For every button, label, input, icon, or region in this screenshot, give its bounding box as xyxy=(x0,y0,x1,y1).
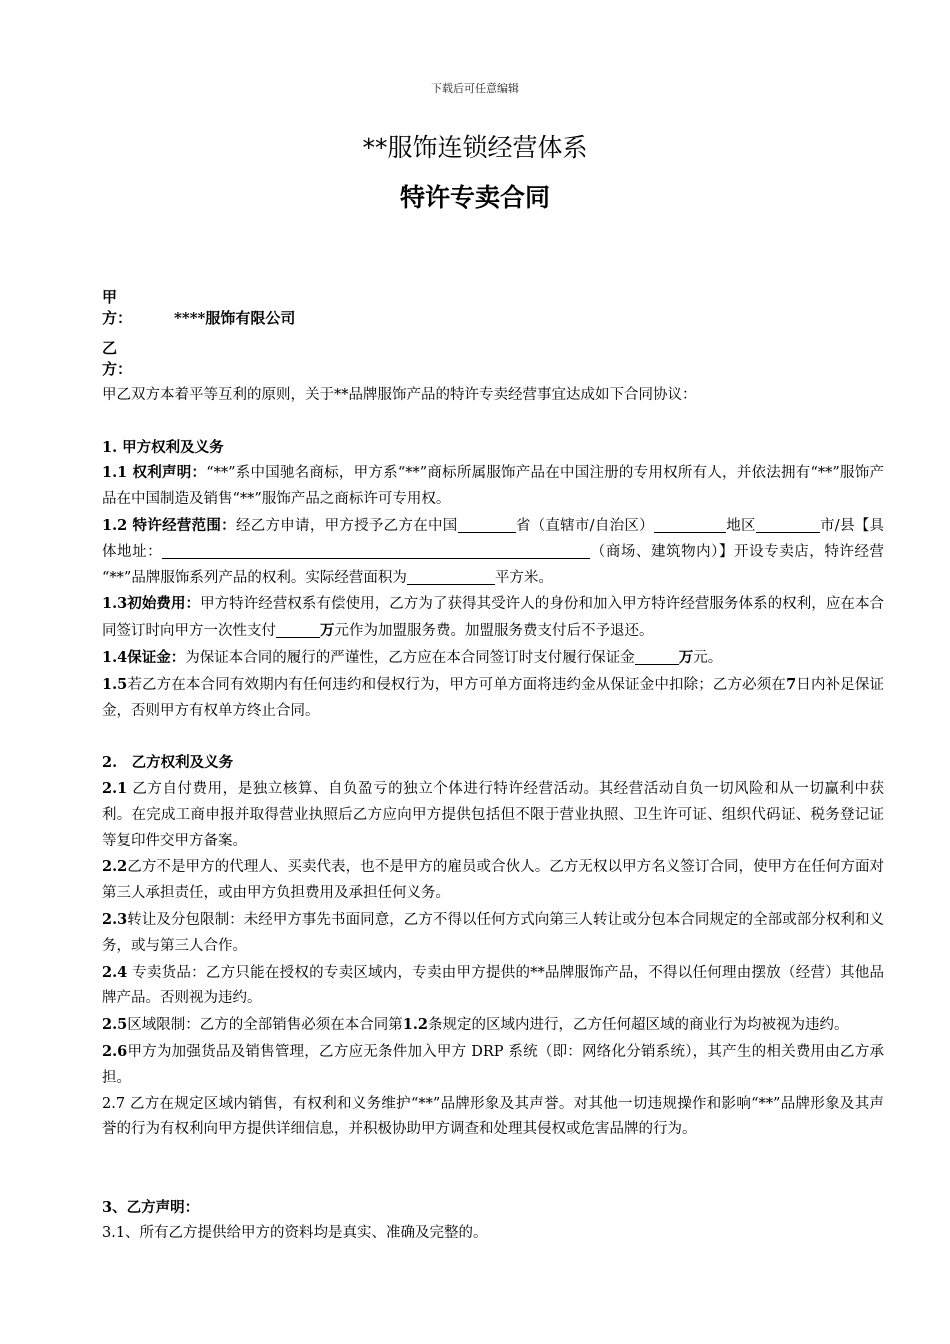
clause-1-3-label: 初始费用： xyxy=(127,595,201,613)
deposit-unit: 万 xyxy=(678,648,694,666)
clause-1-2-part-c: 地区 xyxy=(725,517,756,534)
clause-1-2 xyxy=(102,513,884,591)
clause-1-5-part-b: 日内补足保证金，否则甲方有权单方终止合同。 xyxy=(102,676,884,719)
province-blank xyxy=(458,514,516,533)
party-b-label: 乙 方： xyxy=(102,339,148,378)
clause-1-2-part-a: 经乙方申请，甲方授予乙方在中国 xyxy=(235,517,458,534)
clause-2-3 xyxy=(102,907,884,960)
clause-2-3-number: 2.3 xyxy=(102,910,128,928)
clause-1-3-part-b: 元作为加盟服务费。加盟服务费支付后不予退还。 xyxy=(334,623,654,640)
clause-1-3-part-a: 甲方特许经营权系有偿使用，乙方为了获得其受许人的身份和加入甲方特许经营服务体系的权利，应在本合同签订时向甲方一次性支付 xyxy=(102,596,885,640)
address-blank xyxy=(162,540,590,559)
intro-paragraph: 甲乙双方本着平等互利的原则，关于**品牌服饰产品的特许专卖经营事宜达成如下合同协议： xyxy=(102,387,697,403)
clause-2-6-text: 甲方为加强货品及销售管理，乙方应无条件加入甲方 DRP 系统（即：网络化分销系统），其产生的相关费用由乙方承担。 xyxy=(102,1043,884,1086)
party-a xyxy=(102,286,295,328)
party-a-value: ****服饰有限公司 xyxy=(174,309,296,327)
document-subtitle: 特许专卖合同 xyxy=(399,183,550,212)
service-fee-blank xyxy=(276,619,320,638)
clause-1-2-part-b: 省（直辖市/自治区） xyxy=(515,517,654,534)
clause-2-2-text: 乙方不是甲方的代理人、买卖代表，也不是甲方的雇员或合伙人。乙方无权以甲方名义签订合同，使甲方在任何方面对第三人承担责任，或由甲方负担费用及承担任何义务。 xyxy=(102,859,884,902)
section-3-heading: 3、乙方声明： xyxy=(102,1198,200,1216)
clause-1-3 xyxy=(102,591,884,645)
area-blank xyxy=(407,566,495,585)
clause-2-7: 2.7 乙方在规定区域内销售，有权利和义务维护“**”品牌形象及其声誉。对其他一切违规操作和影响“**”品牌形象及其声誉的行为有权利向甲方提供详细信息，并积极协助甲方调查和处理其侵权或危害品牌的行为。 xyxy=(102,1095,884,1138)
contract-body xyxy=(102,383,884,1246)
clause-2-5 xyxy=(102,1012,884,1039)
clause-2-1-number: 2.1 xyxy=(102,779,128,797)
clause-1-1 xyxy=(102,460,884,513)
clause-1-5-number: 1.5 xyxy=(102,675,128,693)
clause-1-2-part-d: 市/县【具体地址： xyxy=(102,517,885,560)
section-1-heading: 1. 甲方权利及义务 xyxy=(102,438,224,456)
clause-2-6 xyxy=(102,1039,884,1092)
city-blank-cont xyxy=(808,514,820,533)
clause-1-5-days: 7 xyxy=(786,675,797,693)
clause-2-5-reference: 1.2 xyxy=(402,1016,428,1034)
clause-3-1: 3.1、所有乙方提供给甲方的资料均是真实、准确及完整的。 xyxy=(102,1224,488,1241)
clause-2-5-part-b: 条规定的区域内进行，乙方任何超区域的商业行为均被视为违约。 xyxy=(427,1017,849,1034)
deposit-blank xyxy=(635,646,679,665)
clause-2-4-text: 专卖货品：乙方只能在授权的专卖区域内，专卖由甲方提供的**品牌服饰产品，不得以任何理由摆放（经营）其他品牌产品。否则视为违约。 xyxy=(102,964,884,1007)
party-b xyxy=(102,337,174,379)
clause-1-2-part-f: 平方米。 xyxy=(494,569,553,586)
clause-1-3-number: 1.3 xyxy=(102,595,128,613)
city-blank xyxy=(756,514,808,533)
region-blank xyxy=(654,514,726,533)
clause-1-1-label: 1.1 权利声明： xyxy=(102,464,207,482)
clause-2-5-part-a: 区域限制：乙方的全部销售必须在本合同第 xyxy=(127,1017,403,1034)
clause-1-5-part-a: 若乙方在本合同有效期内有任何违约和侵权行为，甲方可单方面将违约金从保证金中扣除；乙方必须在 xyxy=(127,676,787,693)
clause-1-4-number: 1.4 xyxy=(102,648,128,666)
clause-2-2-number: 2.2 xyxy=(102,858,128,876)
clause-1-5 xyxy=(102,672,884,725)
clause-1-4 xyxy=(102,645,884,672)
clause-1-4-label: 保证金： xyxy=(127,648,186,666)
clause-2-3-text: 转让及分包限制：未经甲方事先书面同意，乙方不得以任何方式向第三人转让或分包本合同规定的全部或部分权利和义务，或与第三人合作。 xyxy=(102,911,884,954)
clause-1-4-part-b: 元。 xyxy=(693,649,723,666)
clause-2-6-number: 2.6 xyxy=(102,1042,128,1060)
clause-2-5-number: 2.5 xyxy=(102,1016,128,1034)
clause-1-2-label: 1.2 特许经营范围： xyxy=(102,516,236,534)
clause-2-2 xyxy=(102,854,884,907)
header-note: 下载后可任意编辑 xyxy=(431,82,519,95)
clause-1-4-part-a: 为保证本合同的履行的严谨性，乙方应在本合同签订时支付履行保证金 xyxy=(185,649,635,666)
clause-2-4 xyxy=(102,960,884,1013)
clause-2-1 xyxy=(102,776,884,854)
clause-2-1-text: 乙方自付费用，是独立核算、自负盈亏的独立个体进行特许经营活动。其经营活动自负一切风险和从一切赢利中获利。在完成工商申报并取得营业执照后乙方应向甲方提供包括但不限于营业执照、卫生许可证、组织代码证、税务登记证等复印件交甲方备案。 xyxy=(102,780,884,849)
section-2-heading: 2. 乙方权利及义务 xyxy=(102,754,234,772)
clause-1-2-part-e: （商场、建筑物内）】开设专卖店，特许经营 “**”品牌服饰系列产品的权利。实际经营面积为 xyxy=(102,543,885,586)
document-title: **服饰连锁经营体系 xyxy=(362,133,588,162)
party-a-label: 甲 方： xyxy=(102,288,148,327)
clause-1-1-text: “**”系中国驰名商标，甲方系“**”商标所属服饰产品在中国注册的专用权所有人，并依法拥有“**”服饰产品在中国制造及销售“**”服饰产品之商标许可专用权。 xyxy=(102,465,884,508)
clause-2-4-number: 2.4 xyxy=(102,963,128,981)
service-fee-unit: 万 xyxy=(320,622,335,640)
